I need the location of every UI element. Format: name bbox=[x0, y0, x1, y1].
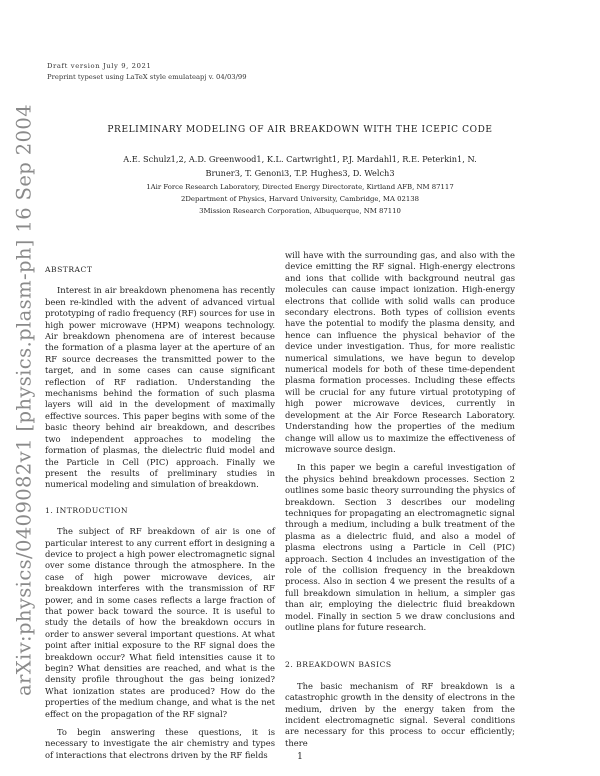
left-column bbox=[45, 264, 275, 761]
abstract-text: Interest in air breakdown phenomena has recently been re-kindled with the advent of advanced virtual prototyping of radio frequency (RF) sources for use in high power microwave (HPM) weapons technology. Air breakdown phenomena are of interest because the formation of a plasma layer at the aperture of an RF source decreases the transmitted power to the target, and in some cases can cause significant reflection of RF radiation. Understanding the mechanisms behind the formation of such plasma layers will aid in the development of maximally effective sources. This paper begins with some of the basic theory behind air breakdown, and describes two independent approaches to modeling the formation of plasmas, the dielectric fluid model and the Particle in Cell (PIC) approach. Finally we present the results of preliminary studies in numerical modeling and simulation of breakdown. bbox=[45, 285, 276, 490]
author-line: A.E. Schulz1,2, A.D. Greenwood1, K.L. Cartwright1, P.J. Mardahl1, R.E. Peterkin1, N. bbox=[123, 154, 477, 164]
author-list bbox=[0, 152, 600, 180]
author-line: Bruner3, T. Genoni3, T.P. Hughes3, D. Welch3 bbox=[205, 168, 395, 178]
affiliation: 1Air Force Research Laboratory, Directed Energy Directorate, Kirtland AFB, NM 87117 bbox=[146, 183, 454, 191]
affiliation: 3Mission Research Corporation, Albuquerque, NM 87110 bbox=[199, 207, 401, 215]
draft-version: Draft version July 9, 2021 bbox=[47, 62, 152, 70]
section2-paragraph: The basic mechanism of RF breakdown is a catastrophic growth in the density of electrons in the medium, driven by the energy taken from the incident electromagnetic signal. Several conditions are necessary for this process to occur efficiently; there bbox=[285, 680, 515, 748]
arxiv-stamp: arXiv:physics/0409082v1 [physics.plasm-ph] 16 Sep 2004 bbox=[12, 103, 36, 697]
right-column bbox=[285, 250, 515, 749]
intro-heading: 1. INTRODUCTION bbox=[45, 505, 129, 515]
intro-paragraph-1: The subject of RF breakdown of air is one of particular interest to any current effort in designing a device to project a high power electromagnetic signal over some distance through the atmosphere. In the case of high power microwave devices, air breakdown interferes with the transmission of RF power, and in some cases reflects a large fraction of that power back toward the source. It is useful to study the details of how the breakdown occurs in order to answer several important questions. At what point after initial exposure to the RF signal does the breakdown occur? What field intensities cause it to begin? What densities are reached, and what is the density profile throughout the gas being ionized? What ionization states are produced? How do the properties of the medium change, and what is the net effect on the propagation of the RF signal? bbox=[45, 526, 275, 719]
intro-paragraph-2: To begin answering these questions, it is necessary to investigate the air chemistry and types of interactions that electrons driven by the RF fields bbox=[45, 727, 275, 760]
preprint-note: Preprint typeset using LaTeX style emulateapj v. 04/03/99 bbox=[47, 73, 247, 81]
affiliation: 2Department of Physics, Harvard University, Cambridge, MA 02138 bbox=[180, 195, 420, 203]
col2-paragraph-1: will have with the surrounding gas, and also with the device emitting the RF signal. High-energy electrons and ions that collide with background neutral gas molecules can cause impact ionization. High-energy electrons that collide with solid walls can produce secondary electrons. Both types of collision events have the potential to modify the plasma density, and hence can influence the physical behavior of the device under investigation. Thus, for more realistic numerical simulations, we have begun to develop numerical models for both of these time-dependent plasma formation processes. Including these effects will be crucial for any future virtual prototyping of high power microwave devices, currently in development at the Air Force Research Laboratory. Understanding how the properties of the medium change will allow us to maximize the effectiveness of microwave source design. bbox=[285, 250, 515, 454]
page-number: 1 bbox=[297, 752, 303, 762]
section2-heading: 2. BREAKDOWN BASICS bbox=[285, 660, 392, 670]
affiliations bbox=[0, 181, 600, 217]
col2-paragraph-2: In this paper we begin a careful investigation of the physics behind breakdown processes. Section 2 outlines some basic theory surrounding the physics of breakdown. Section 3 describes our modeling techniques for propagating an electromagnetic signal through a medium, including a bulk treatment of the plasma as a dielectric fluid, and also a model of plasma electrons using a Particle in Cell (PIC) approach. Section 4 includes an investigation of the role of the collision frequency in the breakdown process. Also in section 4 we present the results of a full breakdown simulation in helium, a simpler gas than air, employing the dielectric fluid breakdown model. Finally in section 5 we draw conclusions and outline plans for future research. bbox=[285, 462, 515, 632]
abstract-heading: ABSTRACT bbox=[45, 265, 93, 274]
paper-title: PRELIMINARY MODELING OF AIR BREAKDOWN WITH THE ICEPIC CODE bbox=[107, 125, 493, 135]
